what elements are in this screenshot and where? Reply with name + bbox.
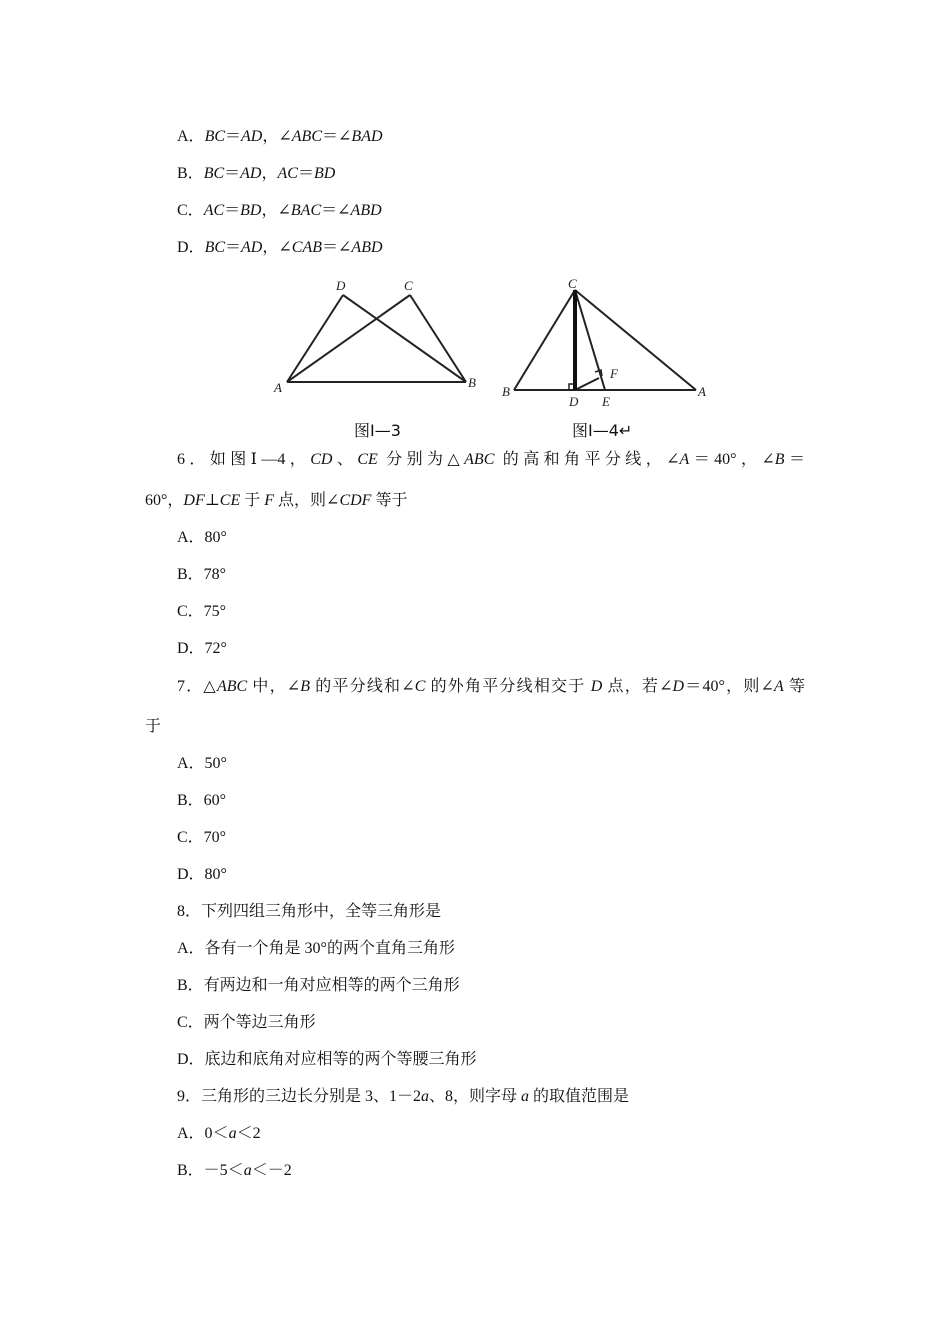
- q6-stem-line2: 60°，DF⊥CE 于 F 点，则∠CDF 等于: [145, 492, 408, 509]
- q6-stem-line1: 6．如图Ⅰ—4，CD、CE 分别为△ABC 的高和角平分线，∠A＝40°，∠B＝: [177, 451, 805, 468]
- q7-option-a: A．50°: [177, 755, 227, 772]
- label-b: B: [502, 384, 510, 399]
- q8-option-d: D．底边和底角对应相等的两个等腰三角形: [177, 1051, 477, 1068]
- label-e: E: [602, 394, 610, 407]
- q8-option-b: B．有两边和一角对应相等的两个三角形: [177, 977, 460, 994]
- q8-option-c: C．两个等边三角形: [177, 1014, 316, 1031]
- q6-option-a: A．80°: [177, 529, 227, 546]
- q6-option-b: B．78°: [177, 566, 227, 583]
- q5-option-c: C．AC＝BD，∠BAC＝∠ABD: [177, 202, 382, 219]
- label-b: B: [468, 375, 476, 390]
- label-c: C: [404, 278, 413, 293]
- segment-df: [575, 378, 599, 390]
- segment-cb: [410, 295, 466, 382]
- figure-i-4-caption: 图Ⅰ—4↵: [572, 421, 633, 440]
- segment-ad: [287, 295, 343, 382]
- q7-stem-line2: 于: [145, 718, 162, 735]
- q6-option-c: C．75°: [177, 603, 227, 620]
- q9-option-b: B．－5＜a＜－2: [177, 1162, 292, 1179]
- figure-i-4: [498, 272, 713, 407]
- label-f: F: [610, 366, 618, 381]
- segment-ca: [575, 290, 696, 390]
- segment-ac: [287, 295, 410, 382]
- figure-i-3-caption: 图Ⅰ—3: [354, 421, 401, 440]
- label-d: D: [336, 278, 346, 293]
- segment-bc: [514, 290, 575, 390]
- label-c: C: [568, 276, 577, 291]
- q7-stem-line1: 7．△ABC 中，∠B 的平分线和∠C 的外角平分线相交于 D 点，若∠D＝40°，则∠A 等: [177, 678, 805, 695]
- q5-option-a: A．BC＝AD，∠ABC＝∠BAD: [177, 128, 383, 145]
- label-a: A: [698, 384, 706, 399]
- label-d: D: [569, 394, 579, 407]
- q8-option-a: A．各有一个角是 30°的两个直角三角形: [177, 940, 455, 957]
- q7-option-c: C．70°: [177, 829, 227, 846]
- segment-db: [343, 295, 466, 382]
- q8-stem: 8．下列四组三角形中，全等三角形是: [177, 903, 442, 920]
- label-a: A: [274, 380, 282, 395]
- segment-ce: [575, 290, 605, 390]
- q9-stem: 9．三角形的三边长分别是 3、1－2a、8，则字母 a 的取值范围是: [177, 1088, 630, 1105]
- q9-option-a: A．0＜a＜2: [177, 1125, 261, 1142]
- figure-i-3: [270, 272, 490, 397]
- q6-option-d: D．72°: [177, 640, 227, 657]
- q5-option-d: D．BC＝AD，∠CAB＝∠ABD: [177, 239, 383, 256]
- q5-option-b: B．BC＝AD，AC＝BD: [177, 165, 336, 182]
- q7-option-b: B．60°: [177, 792, 227, 809]
- q7-option-d: D．80°: [177, 866, 227, 883]
